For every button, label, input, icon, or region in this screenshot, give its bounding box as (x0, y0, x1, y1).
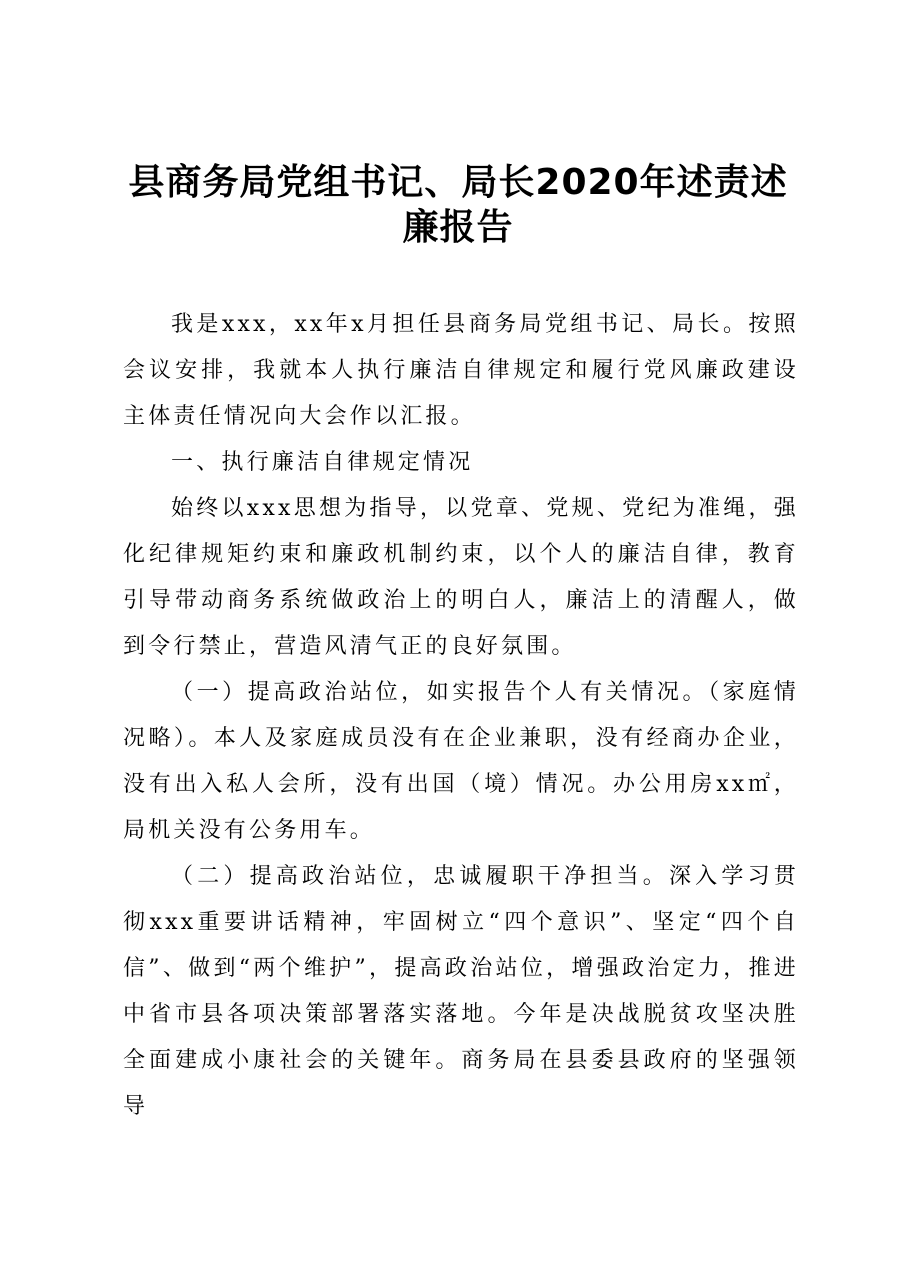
paragraph-item-1: （一）提高政治站位，如实报告个人有关情况。（家庭情况略）。本人及家庭成员没有在企业兼职，没有经商办企业，没有出入私人会所，没有出国（境）情况。办公用房xx㎡，局机关没有公务用车。 (123, 680, 799, 843)
paragraph-intro: 我是xxx，xx年x月担任县商务局党组书记、局长。按照会议安排，我就本人执行廉洁自律规定和履行党风廉政建设主体责任情况向大会作以汇报。 (123, 312, 799, 429)
document-body (123, 302, 799, 1130)
document-title: 县商务局党组书记、局长2020年述责述廉报告 (128, 162, 788, 248)
paragraph-section-1: 始终以xxx思想为指导，以党章、党规、党纪为准绳，强化纪律规矩约束和廉政机制约束，以个人的廉洁自律，教育引导带动商务系统做政治上的明白人，廉洁上的清醒人，做到令行禁止，营造风清气正的良好氛围。 (123, 496, 799, 659)
section-heading-1: 一、执行廉洁自律规定情况 (171, 450, 474, 475)
paragraph-item-2: （二）提高政治站位，忠诚履职干净担当。深入学习贯彻xxx重要讲话精神，牢固树立“四个意识”、坚定“四个自信”、做到“两个维护”，提高政治站位，增强政治定力，推进中省市县各项决策部署落实落地。今年是决战脱贫攻坚决胜全面建成小康社会的关键年。商务局在县委县政府的坚强领导 (123, 864, 799, 1119)
